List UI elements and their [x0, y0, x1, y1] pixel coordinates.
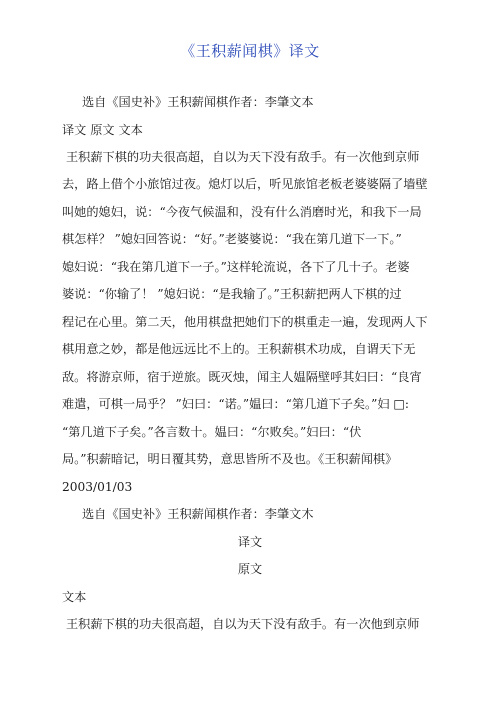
paragraph-line-12: 局。”积薪暗记，明日覆其势，意思皆所不及也。《王积薪闻棋》: [62, 452, 398, 466]
paragraph-line-1: 王积薪下棋的功夫很高超，自以为天下没有敌手。有一次他到京师: [66, 150, 420, 164]
paragraph-line-7: 程记在心里。第二天，他用棋盘把她们下的棋重走一遍，发现两人下: [62, 315, 428, 329]
heading-original: 原文: [237, 562, 263, 576]
paragraph-line-2: 去，路上借个小旅馆过夜。熄灯以后，听见旅馆老板老婆婆隔了墙壁: [62, 177, 428, 191]
paragraph-line-5: 媳妇说：“我在第几道下一子。”这样轮流说，各下了几十子。老婆: [62, 260, 410, 274]
document-date: 2003/01/03: [62, 480, 133, 494]
document-title: 《王积薪闻棋》译文: [180, 42, 320, 60]
paragraph-line-repeat: 王积薪下棋的功夫很高超，自以为天下没有敌手。有一次他到京师: [66, 617, 420, 631]
paragraph-line-4: 棋怎样？ ”媳妇回答说：“好。”老婆婆说：“我在第几道下一下。”: [62, 232, 402, 246]
paragraph-line-8: 棋用意之妙，都是他远远比不上的。王积薪棋术功成，自谓天下无: [62, 342, 416, 356]
paragraph-line-3: 叫她的媳妇，说：“今夜气候温和，没有什么消磨时光，和我下一局: [62, 205, 422, 219]
source-line-repeat: 选自《国史补》王积薪闻棋作者：李肇文木: [82, 507, 314, 521]
section-tabs-line: 译文 原文 文本: [62, 123, 143, 137]
paragraph-line-9: 敌。将游京师，宿于逆旅。既灭烛，闻主人媪隔壁呼其妇曰：“良宵: [62, 370, 422, 384]
paragraph-line-10: 难遣，可棋一局乎？ ”妇曰：“诺。”媪曰：“第几道下子矣。”妇 □:: [62, 397, 410, 411]
heading-text: 文本: [62, 590, 87, 604]
source-line: 选自《国史补》王积薪闻棋作者：李肇文本: [82, 95, 314, 109]
paragraph-line-11: “第几道下子矣。”各言数十。媪曰：“尔败矣。”妇曰：“伏: [62, 425, 362, 439]
heading-translation: 译文: [237, 535, 263, 549]
paragraph-line-6: 婆说：“你输了！ ”媳妇说：“是我输了。”王积薪把两人下棋的过: [62, 287, 402, 301]
